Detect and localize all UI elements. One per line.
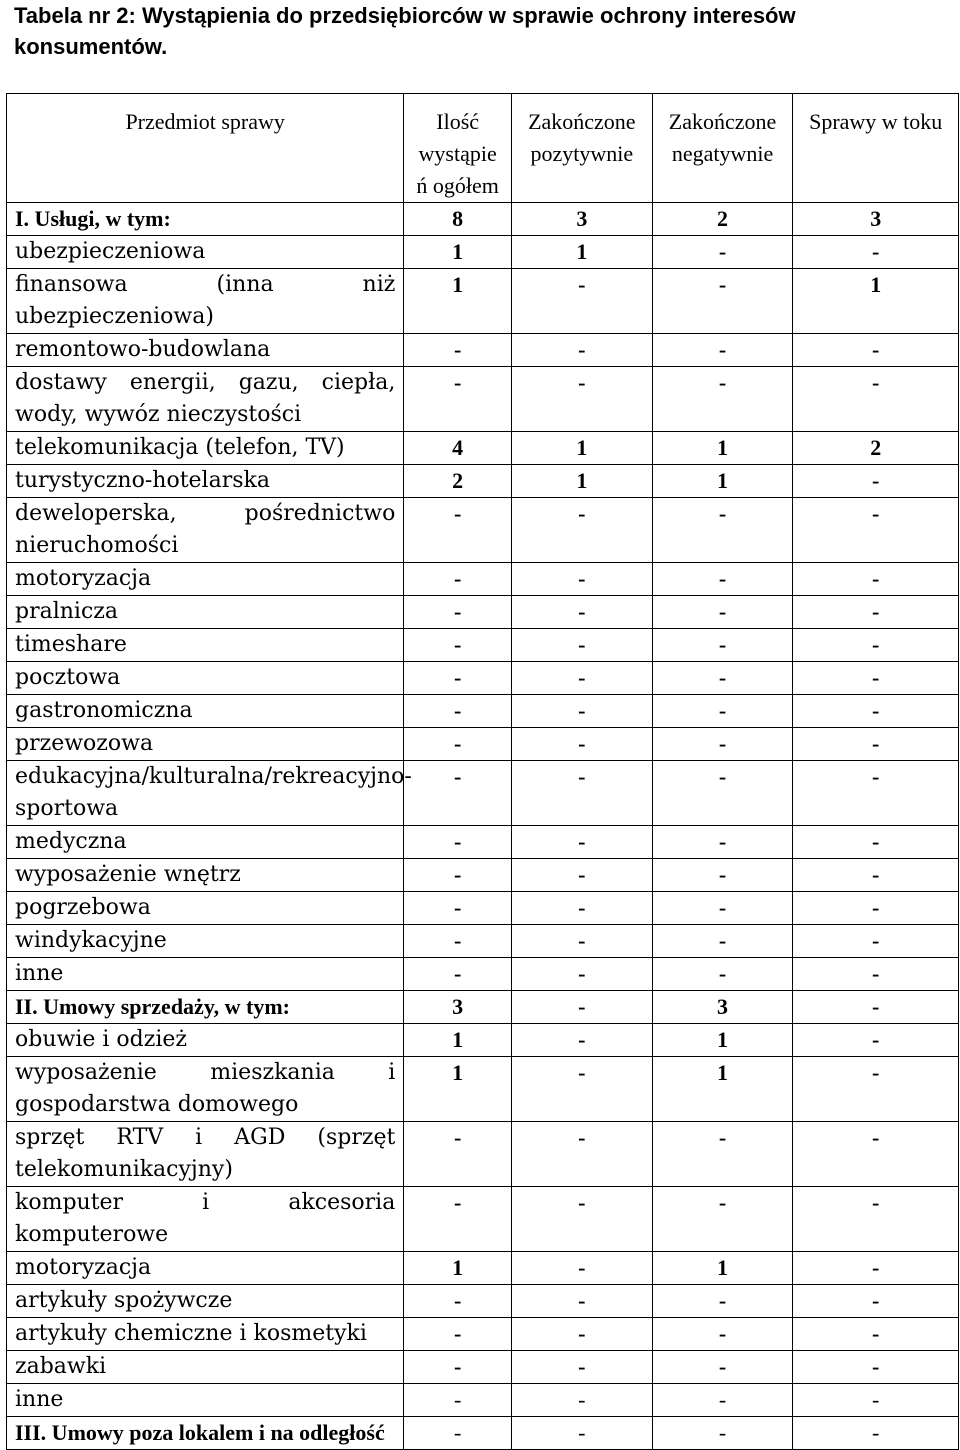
row-value-pending: - [793, 761, 959, 826]
row-value-pending: - [793, 1057, 959, 1122]
row-value-positive: - [511, 1318, 652, 1351]
row-value-pending: - [793, 498, 959, 563]
row-value-total: 4 [404, 432, 512, 465]
table-row [7, 498, 959, 563]
row-value-pending: - [793, 1318, 959, 1351]
row-value-total: - [404, 1122, 512, 1187]
row-value-total: 1 [404, 1057, 512, 1122]
table-row [7, 991, 959, 1024]
table-row [7, 1057, 959, 1122]
row-value-negative: - [652, 236, 793, 269]
row-label: turystyczno-hotelarska [7, 465, 404, 498]
row-label: II. Umowy sprzedaży, w tym: [7, 991, 404, 1024]
row-value-pending: - [793, 695, 959, 728]
row-value-pending: 3 [793, 203, 959, 236]
row-label: III. Umowy poza lokalem i na odległość [7, 1417, 404, 1450]
table-row [7, 695, 959, 728]
row-value-positive: - [511, 925, 652, 958]
row-value-positive: - [511, 728, 652, 761]
row-value-positive: - [511, 1285, 652, 1318]
row-label [7, 269, 404, 334]
row-label-line: dostawy energii, gazu, ciepła, [15, 370, 396, 395]
row-label: timeshare [7, 629, 404, 662]
row-value-positive: - [511, 334, 652, 367]
row-label: medyczna [7, 826, 404, 859]
row-value-positive: - [511, 596, 652, 629]
row-value-positive: - [511, 695, 652, 728]
row-label: pralnicza [7, 596, 404, 629]
row-label: wyposażenie wnętrz [7, 859, 404, 892]
row-value-negative: - [652, 892, 793, 925]
table-row [7, 203, 959, 236]
row-value-negative: 2 [652, 203, 793, 236]
table-row [7, 367, 959, 432]
table-row [7, 1187, 959, 1252]
row-value-pending: - [793, 1417, 959, 1450]
row-value-negative: - [652, 1318, 793, 1351]
row-value-negative: - [652, 1417, 793, 1450]
row-value-positive: - [511, 826, 652, 859]
table-header-row [7, 94, 959, 203]
consumer-cases-table [6, 93, 959, 1450]
row-value-negative: - [652, 695, 793, 728]
row-value-pending: - [793, 892, 959, 925]
row-label: telekomunikacja (telefon, TV) [7, 432, 404, 465]
row-value-negative: - [652, 1187, 793, 1252]
row-value-negative: - [652, 629, 793, 662]
row-label: windykacyjne [7, 925, 404, 958]
row-value-total: - [404, 367, 512, 432]
row-label: pocztowa [7, 662, 404, 695]
table-row [7, 1024, 959, 1057]
row-value-total: - [404, 334, 512, 367]
row-value-pending: - [793, 1285, 959, 1318]
row-label: przewozowa [7, 728, 404, 761]
row-value-positive: - [511, 1351, 652, 1384]
row-value-negative: - [652, 662, 793, 695]
row-value-positive: - [511, 1384, 652, 1417]
row-value-negative: 1 [652, 432, 793, 465]
row-value-total: 3 [404, 991, 512, 1024]
row-value-negative: - [652, 367, 793, 432]
table-row [7, 958, 959, 991]
row-value-pending: - [793, 1122, 959, 1187]
row-value-total: - [404, 1351, 512, 1384]
row-label: inne [7, 958, 404, 991]
row-value-positive: - [511, 1024, 652, 1057]
row-value-pending: - [793, 1252, 959, 1285]
row-label: wyposażenie mieszkania i gospodarstwa domowego [7, 1057, 404, 1122]
header-negative: Zakończone negatywnie [652, 94, 793, 203]
row-label: I. Usługi, w tym: [7, 203, 404, 236]
row-value-pending: - [793, 1024, 959, 1057]
row-value-pending: 2 [793, 432, 959, 465]
row-value-negative: - [652, 269, 793, 334]
row-value-pending: - [793, 1384, 959, 1417]
row-value-pending: - [793, 826, 959, 859]
table-row [7, 859, 959, 892]
row-value-total: - [404, 892, 512, 925]
table-row [7, 465, 959, 498]
row-value-positive: 1 [511, 432, 652, 465]
row-value-negative: - [652, 859, 793, 892]
row-value-pending: - [793, 1187, 959, 1252]
row-value-pending: - [793, 958, 959, 991]
table-row [7, 662, 959, 695]
row-value-total: - [404, 695, 512, 728]
row-value-positive: - [511, 958, 652, 991]
row-label [7, 367, 404, 432]
table-row [7, 629, 959, 662]
row-value-negative: 1 [652, 1024, 793, 1057]
row-value-negative: 1 [652, 1252, 793, 1285]
row-value-positive: - [511, 662, 652, 695]
row-value-positive: - [511, 991, 652, 1024]
row-value-total: - [404, 826, 512, 859]
row-label: pogrzebowa [7, 892, 404, 925]
table-body [7, 203, 959, 1450]
row-label: zabawki [7, 1351, 404, 1384]
row-value-positive: - [511, 629, 652, 662]
row-value-pending: - [793, 367, 959, 432]
row-value-total: - [404, 1417, 512, 1450]
row-value-positive: - [511, 563, 652, 596]
row-value-total: - [404, 761, 512, 826]
row-value-pending: - [793, 925, 959, 958]
row-value-pending: - [793, 629, 959, 662]
row-value-total: 1 [404, 269, 512, 334]
row-value-negative: - [652, 925, 793, 958]
row-value-total: - [404, 629, 512, 662]
row-value-negative: - [652, 596, 793, 629]
row-value-pending: - [793, 596, 959, 629]
row-value-total: 2 [404, 465, 512, 498]
row-label [7, 1122, 404, 1187]
row-value-positive: - [511, 269, 652, 334]
row-label-line: wody, wywóz nieczystości [15, 402, 302, 427]
row-value-pending: - [793, 334, 959, 367]
row-value-negative: - [652, 761, 793, 826]
row-label-line: sprzęt RTV i AGD (sprzęt [15, 1125, 396, 1150]
row-label: motoryzacja [7, 563, 404, 596]
table-row [7, 334, 959, 367]
table-row [7, 1122, 959, 1187]
row-value-total: 1 [404, 236, 512, 269]
row-value-positive: - [511, 859, 652, 892]
table-row [7, 728, 959, 761]
row-value-negative: - [652, 1285, 793, 1318]
row-value-pending: - [793, 728, 959, 761]
table-row [7, 596, 959, 629]
row-value-positive: - [511, 1252, 652, 1285]
row-value-total: - [404, 1318, 512, 1351]
row-label: artykuły spożywcze [7, 1285, 404, 1318]
header-total: Ilość wystąpie ń ogółem [404, 94, 512, 203]
row-value-total: - [404, 1187, 512, 1252]
row-label: deweloperska, pośrednictwo nieruchomości [7, 498, 404, 563]
row-value-negative: - [652, 1384, 793, 1417]
row-value-positive: 1 [511, 236, 652, 269]
row-label: remontowo-budowlana [7, 334, 404, 367]
row-value-positive: 3 [511, 203, 652, 236]
row-value-negative: - [652, 728, 793, 761]
row-value-positive: - [511, 892, 652, 925]
row-label: edukacyjna/kulturalna/rekreacyjno-sportowa [7, 761, 404, 826]
row-value-positive: - [511, 498, 652, 563]
row-value-negative: 3 [652, 991, 793, 1024]
row-value-total: - [404, 563, 512, 596]
row-value-negative: - [652, 334, 793, 367]
row-value-total: - [404, 1285, 512, 1318]
row-value-negative: - [652, 958, 793, 991]
table-row [7, 563, 959, 596]
row-value-total: - [404, 958, 512, 991]
row-value-positive: - [511, 761, 652, 826]
row-value-total: - [404, 859, 512, 892]
row-label-line: ubezpieczeniowa) [15, 304, 214, 329]
row-value-total: - [404, 1384, 512, 1417]
table-row [7, 1384, 959, 1417]
row-label: komputer i akcesoria komputerowe [7, 1187, 404, 1252]
row-value-pending: - [793, 1351, 959, 1384]
row-value-negative: - [652, 1351, 793, 1384]
row-value-total: 8 [404, 203, 512, 236]
row-label-line: telekomunikacyjny) [15, 1157, 233, 1182]
table-caption: Tabela nr 2: Wystąpienia do przedsiębiorców w sprawie ochrony interesów konsumentów. [14, 3, 796, 59]
row-value-negative: - [652, 1122, 793, 1187]
row-value-negative: 1 [652, 465, 793, 498]
header-pending: Sprawy w toku [793, 94, 959, 203]
row-value-positive: - [511, 1187, 652, 1252]
row-value-total: - [404, 728, 512, 761]
table-row [7, 826, 959, 859]
row-value-negative: - [652, 563, 793, 596]
table-row [7, 269, 959, 334]
row-value-positive: 1 [511, 465, 652, 498]
table-row [7, 892, 959, 925]
row-value-total: - [404, 596, 512, 629]
header-subject: Przedmiot sprawy [7, 94, 404, 203]
row-value-positive: - [511, 1122, 652, 1187]
table-row [7, 1285, 959, 1318]
row-value-negative: 1 [652, 1057, 793, 1122]
row-value-pending: - [793, 236, 959, 269]
row-value-pending: - [793, 563, 959, 596]
row-label: obuwie i odzież [7, 1024, 404, 1057]
row-value-positive: - [511, 367, 652, 432]
row-value-pending: - [793, 991, 959, 1024]
row-value-negative: - [652, 826, 793, 859]
row-value-total: - [404, 662, 512, 695]
row-label: artykuły chemiczne i kosmetyki [7, 1318, 404, 1351]
table-row [7, 1318, 959, 1351]
row-value-total: - [404, 498, 512, 563]
row-value-pending: 1 [793, 269, 959, 334]
table-row [7, 1351, 959, 1384]
row-label: inne [7, 1384, 404, 1417]
row-value-total: 1 [404, 1024, 512, 1057]
table-row [7, 432, 959, 465]
row-label-line: finansowa (inna niż [15, 272, 396, 297]
row-value-total: 1 [404, 1252, 512, 1285]
row-value-pending: - [793, 859, 959, 892]
row-value-negative: - [652, 498, 793, 563]
row-value-total: - [404, 925, 512, 958]
row-value-pending: - [793, 465, 959, 498]
row-label: ubezpieczeniowa [7, 236, 404, 269]
header-positive: Zakończone pozytywnie [511, 94, 652, 203]
row-value-positive: - [511, 1057, 652, 1122]
row-value-pending: - [793, 662, 959, 695]
table-row [7, 1252, 959, 1285]
table-row [7, 761, 959, 826]
row-label: gastronomiczna [7, 695, 404, 728]
row-label: motoryzacja [7, 1252, 404, 1285]
table-row [7, 236, 959, 269]
row-value-positive: - [511, 1417, 652, 1450]
table-row [7, 1417, 959, 1450]
table-row [7, 925, 959, 958]
